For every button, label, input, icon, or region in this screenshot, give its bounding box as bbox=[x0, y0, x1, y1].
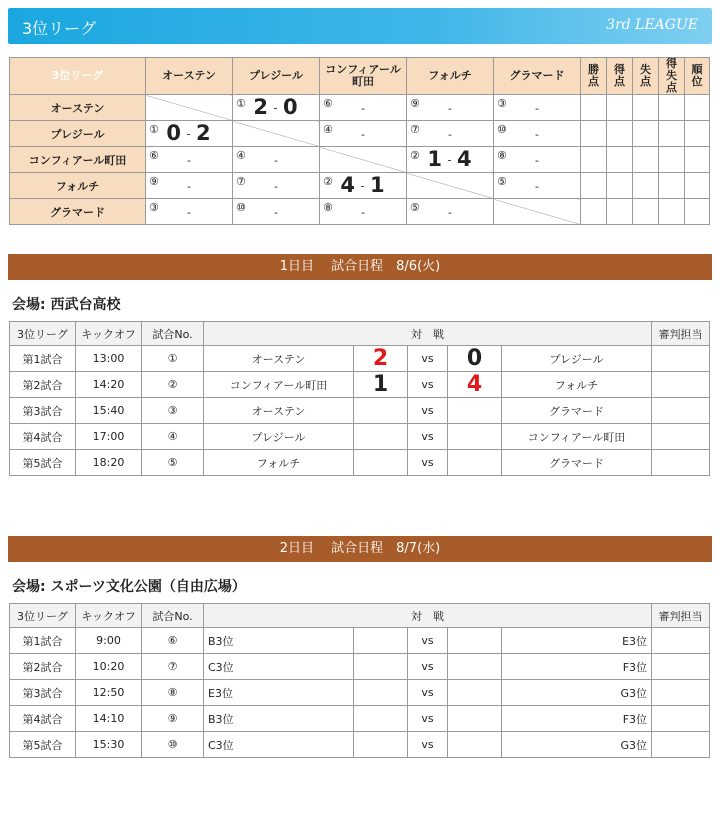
home-team: コンフィアール町田 bbox=[204, 372, 354, 398]
away-score: 4 bbox=[448, 372, 502, 398]
league-stat-header-text: 点 bbox=[640, 75, 651, 88]
day2-bar: 2日目 試合日程 8/7(水) bbox=[8, 536, 712, 562]
league-col-header-text: フォルチ bbox=[428, 69, 472, 82]
away-team: フォルチ bbox=[502, 372, 652, 398]
league-row bbox=[10, 173, 710, 199]
league-stat-header-text: 失 bbox=[640, 63, 651, 76]
vs-label: vs bbox=[408, 732, 448, 758]
match-score: - bbox=[274, 154, 278, 167]
league-stat-cell bbox=[633, 95, 659, 121]
league-stat-cell bbox=[607, 121, 633, 147]
away-team: E3位 bbox=[502, 628, 652, 654]
league-diagonal-cell bbox=[494, 199, 581, 225]
table-row bbox=[10, 372, 710, 398]
match-label: 第1試合 bbox=[10, 346, 76, 372]
referee-cell bbox=[652, 654, 710, 680]
home-score bbox=[354, 398, 408, 424]
league-stat-header bbox=[685, 58, 710, 95]
match-label: 第4試合 bbox=[10, 424, 76, 450]
kickoff-time: 9:00 bbox=[76, 628, 142, 654]
league-result-cell bbox=[233, 199, 320, 225]
away-score bbox=[448, 706, 502, 732]
match-number: ⑨ bbox=[410, 97, 420, 110]
league-result-cell bbox=[146, 147, 233, 173]
col-header-referee: 審判担当 bbox=[652, 604, 710, 628]
league-result-cell bbox=[320, 121, 407, 147]
match-number: ⑧ bbox=[323, 201, 333, 214]
home-score bbox=[354, 450, 408, 476]
table-row bbox=[10, 706, 710, 732]
away-score bbox=[448, 450, 502, 476]
away-score bbox=[448, 398, 502, 424]
away-team: プレジール bbox=[502, 346, 652, 372]
home-team: プレジール bbox=[204, 424, 354, 450]
league-stat-cell bbox=[581, 199, 607, 225]
home-score bbox=[354, 424, 408, 450]
home-score bbox=[354, 654, 408, 680]
match-label: 第3試合 bbox=[10, 680, 76, 706]
kickoff-time: 15:40 bbox=[76, 398, 142, 424]
league-diagonal-cell bbox=[233, 121, 320, 147]
away-score bbox=[448, 424, 502, 450]
score-away: 1 bbox=[369, 173, 386, 197]
league-stat-header bbox=[581, 58, 607, 95]
referee-cell bbox=[652, 424, 710, 450]
match-number: ② bbox=[142, 372, 204, 398]
home-team: B3位 bbox=[204, 706, 354, 732]
day1-schedule-table bbox=[9, 321, 710, 476]
league-stat-cell bbox=[581, 173, 607, 199]
score-home: 2 bbox=[253, 95, 270, 119]
match-number: ⑧ bbox=[142, 680, 204, 706]
league-row-header: フォルチ bbox=[10, 173, 146, 199]
league-stat-cell bbox=[633, 121, 659, 147]
score-home: 4 bbox=[340, 173, 357, 197]
league-stat-cell bbox=[633, 199, 659, 225]
away-team: F3位 bbox=[502, 706, 652, 732]
match-score: - bbox=[361, 206, 365, 219]
match-number: ⑩ bbox=[497, 123, 507, 136]
match-score bbox=[233, 95, 319, 119]
vs-label: vs bbox=[408, 346, 448, 372]
match-number: ④ bbox=[142, 424, 204, 450]
vs-label: vs bbox=[408, 680, 448, 706]
day1-venue: 会場: 西武台高校 bbox=[12, 297, 121, 313]
table-row bbox=[10, 628, 710, 654]
home-score bbox=[354, 706, 408, 732]
away-score: 0 bbox=[448, 346, 502, 372]
kickoff-time: 18:20 bbox=[76, 450, 142, 476]
league-col-header bbox=[407, 58, 494, 95]
away-team: グラマード bbox=[502, 398, 652, 424]
home-score bbox=[354, 680, 408, 706]
league-col-header bbox=[494, 58, 581, 95]
kickoff-time: 10:20 bbox=[76, 654, 142, 680]
match-number: ② bbox=[323, 175, 333, 188]
vs-label: vs bbox=[408, 450, 448, 476]
score-away: 0 bbox=[282, 95, 299, 119]
match-score: - bbox=[448, 102, 452, 115]
referee-cell bbox=[652, 680, 710, 706]
match-number: ③ bbox=[142, 398, 204, 424]
score-away: 4 bbox=[456, 147, 473, 171]
home-score bbox=[354, 628, 408, 654]
league-col-header bbox=[146, 58, 233, 95]
league-stat-cell bbox=[685, 121, 710, 147]
match-number: ① bbox=[149, 123, 159, 136]
score-dash: - bbox=[356, 179, 370, 193]
league-col-header bbox=[233, 58, 320, 95]
league-result-cell bbox=[494, 95, 581, 121]
page-title: 3位リーグ bbox=[22, 19, 97, 38]
referee-cell bbox=[652, 346, 710, 372]
league-result-cell bbox=[146, 173, 233, 199]
col-header-referee: 審判担当 bbox=[652, 322, 710, 346]
league-corner-label: 3位リーグ bbox=[10, 58, 146, 95]
league-stat-cell bbox=[685, 95, 710, 121]
league-row-header: オーステン bbox=[10, 95, 146, 121]
league-col-header-text: 町田 bbox=[352, 75, 374, 88]
league-stat-cell bbox=[607, 199, 633, 225]
league-table bbox=[9, 57, 710, 225]
match-score: - bbox=[187, 206, 191, 219]
league-stat-cell bbox=[685, 147, 710, 173]
match-score: - bbox=[448, 206, 452, 219]
page-subtitle: 3rd LEAGUE bbox=[606, 17, 698, 33]
match-number: ① bbox=[236, 97, 246, 110]
match-score bbox=[407, 147, 493, 171]
table-row bbox=[10, 450, 710, 476]
league-row bbox=[10, 95, 710, 121]
match-label: 第2試合 bbox=[10, 372, 76, 398]
league-col-header-text: オーステン bbox=[162, 69, 216, 82]
score-home: 0 bbox=[166, 121, 183, 145]
league-row-header: グラマード bbox=[10, 199, 146, 225]
away-score bbox=[448, 628, 502, 654]
col-header-versus: 対 戦 bbox=[204, 604, 652, 628]
league-stat-header-text: 点 bbox=[666, 81, 677, 94]
col-header-kickoff: キックオフ bbox=[76, 322, 142, 346]
home-score: 1 bbox=[354, 372, 408, 398]
table-row bbox=[10, 424, 710, 450]
kickoff-time: 14:20 bbox=[76, 372, 142, 398]
league-stat-cell bbox=[659, 147, 685, 173]
schedule-header-row bbox=[10, 604, 710, 628]
league-row-header: プレジール bbox=[10, 121, 146, 147]
match-label: 第2試合 bbox=[10, 654, 76, 680]
match-number: ⑦ bbox=[142, 654, 204, 680]
referee-cell bbox=[652, 732, 710, 758]
league-row bbox=[10, 199, 710, 225]
league-result-cell bbox=[494, 121, 581, 147]
league-result-cell bbox=[320, 199, 407, 225]
league-stat-cell bbox=[607, 95, 633, 121]
col-header-match-no: 試合No. bbox=[142, 322, 204, 346]
home-team: C3位 bbox=[204, 732, 354, 758]
league-stat-header bbox=[659, 58, 685, 95]
match-number: ⑥ bbox=[323, 97, 333, 110]
table-row bbox=[10, 680, 710, 706]
league-stat-header-text: 得 bbox=[666, 57, 677, 70]
league-stat-cell bbox=[659, 121, 685, 147]
match-score: - bbox=[535, 180, 539, 193]
match-number: ⑥ bbox=[142, 628, 204, 654]
league-stat-header-text: 勝 bbox=[588, 63, 599, 76]
match-score: - bbox=[361, 102, 365, 115]
league-col-header bbox=[320, 58, 407, 95]
match-label: 第3試合 bbox=[10, 398, 76, 424]
home-team: オーステン bbox=[204, 398, 354, 424]
match-number: ⑧ bbox=[497, 149, 507, 162]
league-result-cell bbox=[320, 95, 407, 121]
home-team: C3位 bbox=[204, 654, 354, 680]
day2-schedule-table bbox=[9, 603, 710, 758]
match-number: ⑩ bbox=[142, 732, 204, 758]
match-score: - bbox=[448, 128, 452, 141]
away-team: G3位 bbox=[502, 680, 652, 706]
league-result-cell bbox=[146, 199, 233, 225]
away-score bbox=[448, 680, 502, 706]
away-team: F3位 bbox=[502, 654, 652, 680]
league-stat-header bbox=[607, 58, 633, 95]
table-row bbox=[10, 732, 710, 758]
referee-cell bbox=[652, 628, 710, 654]
league-result-cell bbox=[407, 95, 494, 121]
league-stat-cell bbox=[581, 95, 607, 121]
table-row bbox=[10, 346, 710, 372]
header-banner bbox=[8, 8, 712, 44]
kickoff-time: 13:00 bbox=[76, 346, 142, 372]
league-result-cell bbox=[494, 173, 581, 199]
league-result-cell bbox=[146, 121, 233, 147]
league-stat-header-text: 得 bbox=[614, 63, 625, 76]
score-away: 2 bbox=[195, 121, 212, 145]
league-stat-cell bbox=[581, 121, 607, 147]
vs-label: vs bbox=[408, 654, 448, 680]
match-number: ⑨ bbox=[149, 175, 159, 188]
away-team: グラマード bbox=[502, 450, 652, 476]
match-score: - bbox=[187, 180, 191, 193]
league-result-cell bbox=[494, 147, 581, 173]
league-stat-cell bbox=[607, 173, 633, 199]
league-stat-cell bbox=[659, 173, 685, 199]
league-diagonal-cell bbox=[146, 95, 233, 121]
league-row bbox=[10, 121, 710, 147]
match-number: ④ bbox=[323, 123, 333, 136]
match-score: - bbox=[535, 102, 539, 115]
match-number: ② bbox=[410, 149, 420, 162]
vs-label: vs bbox=[408, 398, 448, 424]
match-label: 第5試合 bbox=[10, 450, 76, 476]
match-label: 第4試合 bbox=[10, 706, 76, 732]
referee-cell bbox=[652, 706, 710, 732]
league-col-header-text: コンフィアール bbox=[325, 63, 401, 76]
home-team: B3位 bbox=[204, 628, 354, 654]
league-result-cell bbox=[320, 173, 407, 199]
col-header-league: 3位リーグ bbox=[10, 322, 76, 346]
referee-cell bbox=[652, 372, 710, 398]
match-label: 第1試合 bbox=[10, 628, 76, 654]
league-stat-cell bbox=[581, 147, 607, 173]
away-score bbox=[448, 732, 502, 758]
score-home: 1 bbox=[427, 147, 444, 171]
league-stat-header-text: 失 bbox=[666, 69, 677, 82]
referee-cell bbox=[652, 398, 710, 424]
away-score bbox=[448, 654, 502, 680]
score-dash: - bbox=[443, 153, 457, 167]
match-number: ⑤ bbox=[410, 201, 420, 214]
league-stat-cell bbox=[633, 147, 659, 173]
match-score: - bbox=[535, 128, 539, 141]
league-stat-cell bbox=[659, 199, 685, 225]
match-score: - bbox=[274, 180, 278, 193]
col-header-versus: 対 戦 bbox=[204, 322, 652, 346]
league-result-cell bbox=[233, 173, 320, 199]
match-score: - bbox=[274, 206, 278, 219]
league-row-header: コンフィアール町田 bbox=[10, 147, 146, 173]
match-number: ③ bbox=[497, 97, 507, 110]
match-number: ⑤ bbox=[142, 450, 204, 476]
league-stat-header-text: 順 bbox=[691, 63, 703, 76]
league-col-header-text: プレジール bbox=[248, 69, 304, 82]
league-result-cell bbox=[407, 147, 494, 173]
col-header-league: 3位リーグ bbox=[10, 604, 76, 628]
league-result-cell bbox=[233, 147, 320, 173]
league-stat-header-text: 点 bbox=[588, 75, 599, 88]
day1-bar: 1日目 試合日程 8/6(火) bbox=[8, 254, 712, 280]
match-number: ① bbox=[142, 346, 204, 372]
match-number: ⑦ bbox=[236, 175, 246, 188]
league-diagonal-cell bbox=[320, 147, 407, 173]
league-row bbox=[10, 147, 710, 173]
league-stat-cell bbox=[607, 147, 633, 173]
league-col-header-text: グラマード bbox=[509, 69, 565, 82]
vs-label: vs bbox=[408, 424, 448, 450]
home-team: フォルチ bbox=[204, 450, 354, 476]
league-stat-header-text: 位 bbox=[691, 75, 703, 88]
league-stat-cell bbox=[659, 95, 685, 121]
score-dash: - bbox=[182, 127, 196, 141]
match-number: ⑤ bbox=[497, 175, 507, 188]
away-team: コンフィアール町田 bbox=[502, 424, 652, 450]
league-result-cell bbox=[233, 95, 320, 121]
match-label: 第5試合 bbox=[10, 732, 76, 758]
vs-label: vs bbox=[408, 706, 448, 732]
table-row bbox=[10, 398, 710, 424]
league-diagonal-cell bbox=[407, 173, 494, 199]
referee-cell bbox=[652, 450, 710, 476]
match-score bbox=[146, 121, 232, 145]
kickoff-time: 15:30 bbox=[76, 732, 142, 758]
match-number: ⑥ bbox=[149, 149, 159, 162]
col-header-kickoff: キックオフ bbox=[76, 604, 142, 628]
home-team: E3位 bbox=[204, 680, 354, 706]
league-stat-cell bbox=[685, 199, 710, 225]
match-score: - bbox=[361, 128, 365, 141]
day2-venue: 会場: スポーツ文化公園（自由広場） bbox=[12, 579, 246, 595]
vs-label: vs bbox=[408, 372, 448, 398]
home-score bbox=[354, 732, 408, 758]
vs-label: vs bbox=[408, 628, 448, 654]
match-number: ⑦ bbox=[410, 123, 420, 136]
score-dash: - bbox=[269, 101, 283, 115]
match-number: ③ bbox=[149, 201, 159, 214]
match-number: ⑨ bbox=[142, 706, 204, 732]
league-result-cell bbox=[407, 121, 494, 147]
kickoff-time: 14:10 bbox=[76, 706, 142, 732]
match-number: ⑩ bbox=[236, 201, 246, 214]
match-score bbox=[320, 173, 406, 197]
home-team: オーステン bbox=[204, 346, 354, 372]
schedule-header-row bbox=[10, 322, 710, 346]
match-number: ④ bbox=[236, 149, 246, 162]
league-stat-header-text: 点 bbox=[614, 75, 625, 88]
table-row bbox=[10, 654, 710, 680]
league-stat-cell bbox=[685, 173, 710, 199]
match-score: - bbox=[187, 154, 191, 167]
kickoff-time: 12:50 bbox=[76, 680, 142, 706]
league-result-cell bbox=[407, 199, 494, 225]
kickoff-time: 17:00 bbox=[76, 424, 142, 450]
league-stat-header bbox=[633, 58, 659, 95]
home-score: 2 bbox=[354, 346, 408, 372]
league-header-row bbox=[10, 58, 710, 95]
col-header-match-no: 試合No. bbox=[142, 604, 204, 628]
league-stat-cell bbox=[633, 173, 659, 199]
match-score: - bbox=[535, 154, 539, 167]
away-team: G3位 bbox=[502, 732, 652, 758]
